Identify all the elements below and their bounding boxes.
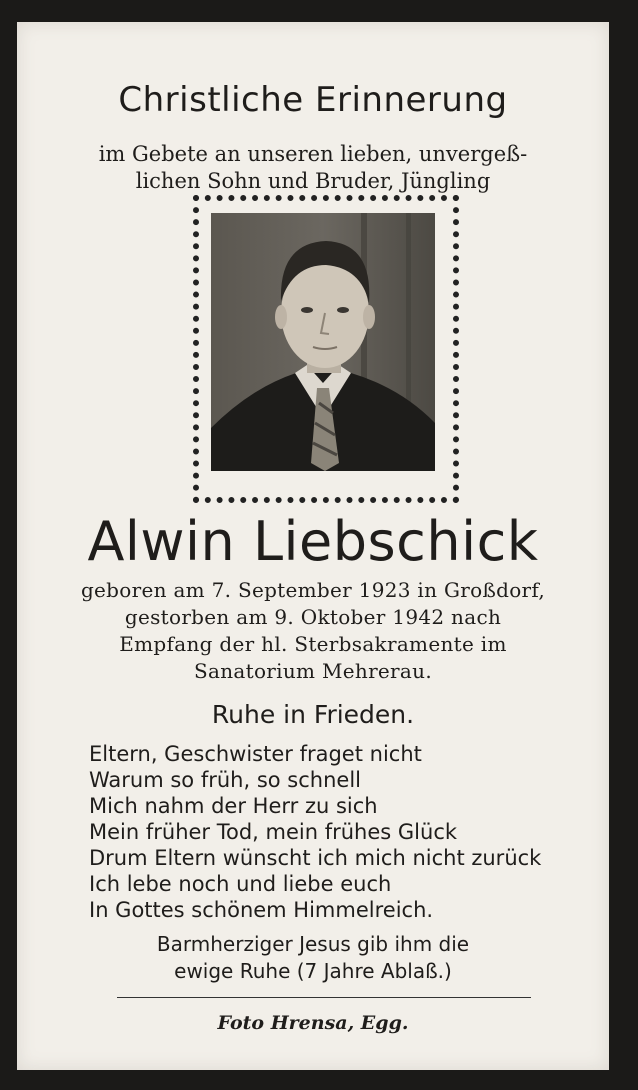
verse-line-5: Drum Eltern wünscht ich mich nicht zurück: [89, 846, 542, 870]
verse-line-2: Warum so früh, so schnell: [89, 768, 361, 792]
intro-line-2: lichen Sohn und Bruder, Jüngling: [135, 169, 491, 193]
verse-line-3: Mich nahm der Herr zu sich: [89, 794, 378, 818]
divider: [117, 997, 531, 998]
verse-line-4: Mein früher Tod, mein frühes Glück: [89, 820, 458, 844]
bio-line-1: geboren am 7. September 1923 in Großdorf,: [80, 578, 546, 602]
deceased-name: Alwin Liebschick: [87, 510, 539, 573]
portrait-image: [211, 213, 435, 471]
rip-heading: Ruhe in Frieden.: [211, 700, 415, 729]
photographer-credit: Foto Hrensa, Egg.: [217, 1012, 409, 1034]
bio-line-4: Sanatorium Mehrerau.: [194, 659, 432, 683]
prayer-line-2: ewige Ruhe (7 Jahre Ablaß.): [174, 959, 452, 983]
bio-line-3: Empfang der hl. Sterbsakramente im: [119, 632, 507, 656]
bio-line-2: gestorben am 9. Oktober 1942 nach: [124, 605, 502, 629]
verse-line-7: In Gottes schönem Himmelreich.: [89, 898, 434, 922]
memorial-card: [17, 22, 609, 1070]
verse-line-6: Ich lebe noch und liebe euch: [89, 872, 392, 896]
card-title: Christliche Erinnerung: [118, 80, 508, 120]
portrait-photo: [211, 213, 435, 471]
intro-line-1: im Gebete an unseren lieben, unvergeß-: [98, 142, 528, 166]
prayer-line-1: Barmherziger Jesus gib ihm die: [156, 932, 470, 956]
verse-line-1: Eltern, Geschwister fraget nicht: [89, 742, 422, 766]
